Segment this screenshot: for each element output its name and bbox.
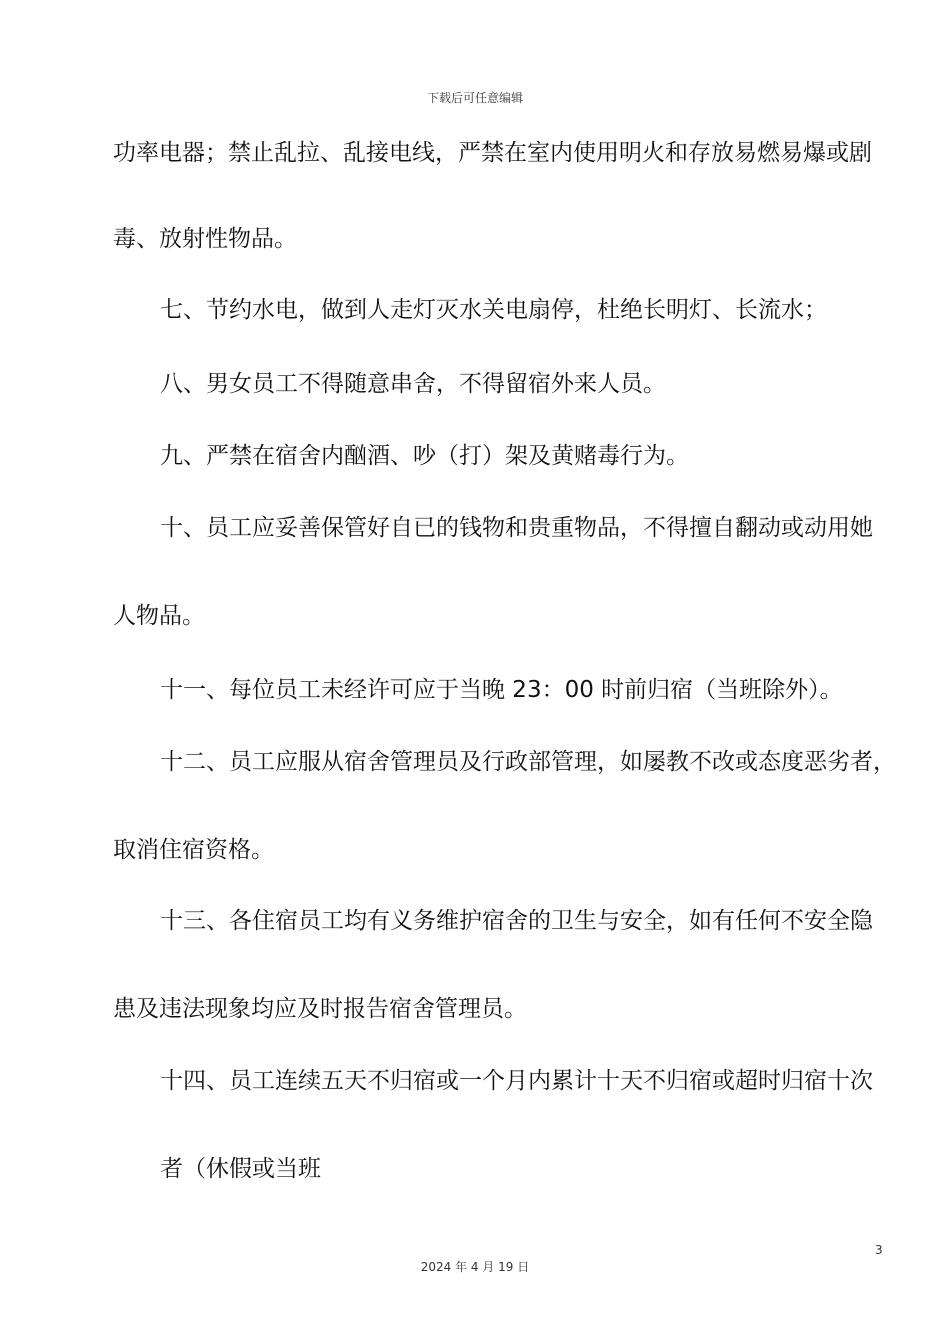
- text-line: 患及违法现象均应及时报告宿舍管理员。: [113, 996, 527, 1022]
- text-line: 毒、放射性物品。: [113, 226, 297, 252]
- page-number: 3: [875, 1243, 883, 1257]
- text-line: 十四、员工连续五天不归宿或一个月内累计十天不归宿或超时归宿十次: [160, 1068, 873, 1094]
- text-line: 者（休假或当班: [160, 1156, 321, 1182]
- text-line: 取消住宿资格。: [113, 837, 274, 863]
- page-header: 下载后可任意编辑: [426, 91, 523, 105]
- text-line: 十一、每位员工未经许可应于当晚 23：00 时前归宿（当班除外）。: [160, 677, 843, 703]
- text-line: 人物品。: [113, 603, 205, 629]
- text-line: 十、员工应妥善保管好自已的钱物和贵重物品，不得擅自翻动或动用她: [160, 515, 873, 541]
- text-line: 九、严禁在宿舍内酗酒、吵（打）架及黄赌毒行为。: [160, 443, 689, 469]
- text-line: 功率电器；禁止乱拉、乱接电线，严禁在室内使用明火和存放易燃易爆或剧: [113, 140, 872, 166]
- page-footer-date: 2024 年 4 月 19 日: [420, 1260, 530, 1274]
- text-line: 十二、员工应服从宿舍管理员及行政部管理，如屡教不改或态度恶劣者，: [160, 749, 896, 775]
- text-line: 十三、各住宿员工均有义务维护宿舍的卫生与安全，如有任何不安全隐: [160, 908, 873, 934]
- text-line: 八、男女员工不得随意串舍，不得留宿外来人员。: [160, 371, 666, 397]
- text-line: 七、节约水电，做到人走灯灭水关电扇停，杜绝长明灯、长流水；: [160, 297, 827, 323]
